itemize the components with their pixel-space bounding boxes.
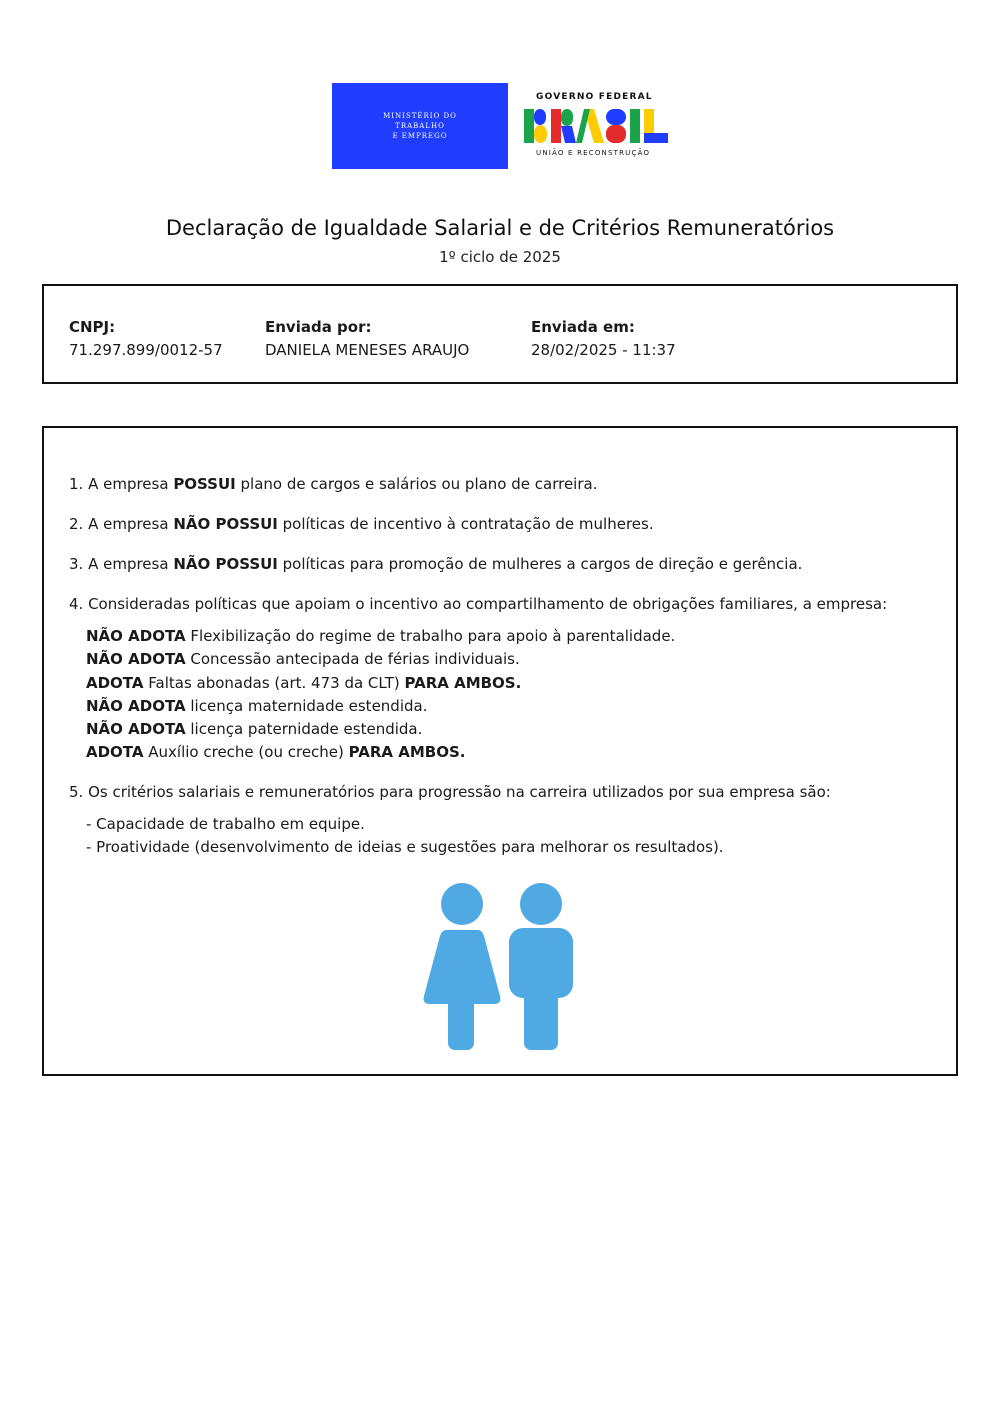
policy-text: Faltas abonadas (art. 473 da CLT): [143, 673, 405, 692]
policy-text: Concessão antecipada de férias individuais.: [185, 650, 520, 669]
sent-by-label: Enviada por:: [265, 318, 372, 336]
government-logo-bottom: UNIÃO E RECONSTRUÇÃO: [536, 149, 651, 157]
question-1-suffix: plano de cargos e salários ou plano de carreira.: [235, 475, 598, 493]
question-3: [69, 554, 802, 574]
submission-info-box: [42, 284, 958, 384]
policy-item: [86, 741, 675, 764]
question-1-answer: POSSUI: [173, 475, 236, 493]
government-logo-top: GOVERNO FEDERAL: [536, 92, 653, 102]
policy-extra: PARA AMBOS.: [404, 673, 522, 692]
question-2-answer: NÃO POSSUI: [173, 515, 278, 533]
page-subtitle: 1º ciclo de 2025: [439, 248, 561, 266]
policy-text: Auxílio creche (ou creche): [143, 743, 349, 762]
woman-man-icon: [420, 880, 576, 1052]
sent-at-value: 28/02/2025 - 11:37: [531, 341, 676, 359]
question-2-prefix: 2. A empresa: [69, 515, 174, 533]
policy-extra: PARA AMBOS.: [348, 743, 466, 762]
cnpj-label: CNPJ:: [69, 318, 116, 336]
question-2: [69, 514, 654, 534]
criteria-item: - Capacidade de trabalho em equipe.: [86, 815, 365, 833]
declaration-box: [42, 426, 958, 1076]
policy-list: [86, 625, 675, 765]
brasil-wordmark: [524, 107, 670, 147]
policy-status: NÃO ADOTA: [86, 627, 186, 645]
ministry-logo-line: MINISTÉRIO DO: [383, 112, 457, 120]
cnpj-value: 71.297.899/0012-57: [69, 341, 223, 359]
question-5: 5. Os critérios salariais e remuneratórios para progressão na carreira utilizados por sua empresa são:: [69, 783, 831, 801]
cnpj-field: [69, 316, 223, 362]
policy-status: NÃO ADOTA: [86, 720, 186, 739]
policy-item: [86, 648, 675, 671]
policy-item: [86, 672, 675, 695]
policy-status: NÃO ADOTA: [86, 650, 186, 669]
criteria-list: [86, 813, 724, 860]
policy-item: [86, 625, 675, 648]
ministry-logo-line: E EMPREGO: [392, 132, 448, 140]
question-3-answer: NÃO POSSUI: [173, 555, 278, 573]
sent-at-label: Enviada em:: [531, 318, 635, 336]
policy-text: Flexibilização do regime de trabalho para apoio à parentalidade.: [185, 627, 676, 645]
ministry-logo-line: TRABALHO: [395, 122, 445, 130]
sent-by-value: DANIELA MENESES ARAUJO: [265, 341, 470, 359]
question-1: [69, 474, 597, 494]
ministry-logo: [332, 83, 508, 169]
policy-status: ADOTA: [86, 673, 144, 692]
government-logo: [522, 92, 670, 162]
policy-text: licença maternidade estendida.: [185, 696, 428, 715]
policy-item: [86, 718, 675, 741]
question-3-prefix: 3. A empresa: [69, 555, 174, 573]
question-2-suffix: políticas de incentivo à contratação de mulheres.: [277, 515, 654, 533]
policy-item: [86, 695, 675, 718]
page-title: Declaração de Igualdade Salarial e de Critérios Remuneratórios: [165, 216, 835, 240]
question-4: 4. Consideradas políticas que apoiam o incentivo ao compartilhamento de obrigações familiares, a empresa:: [69, 595, 888, 613]
sent-by-field: [265, 316, 469, 362]
question-3-suffix: políticas para promoção de mulheres a cargos de direção e gerência.: [277, 555, 803, 573]
sent-at-field: [531, 316, 676, 362]
criteria-item: - Proatividade (desenvolvimento de ideias e sugestões para melhorar os resultados).: [86, 838, 724, 857]
question-1-prefix: 1. A empresa: [69, 475, 174, 493]
policy-status: ADOTA: [86, 743, 144, 762]
policy-status: NÃO ADOTA: [86, 696, 186, 715]
policy-text: licença paternidade estendida.: [185, 720, 423, 739]
